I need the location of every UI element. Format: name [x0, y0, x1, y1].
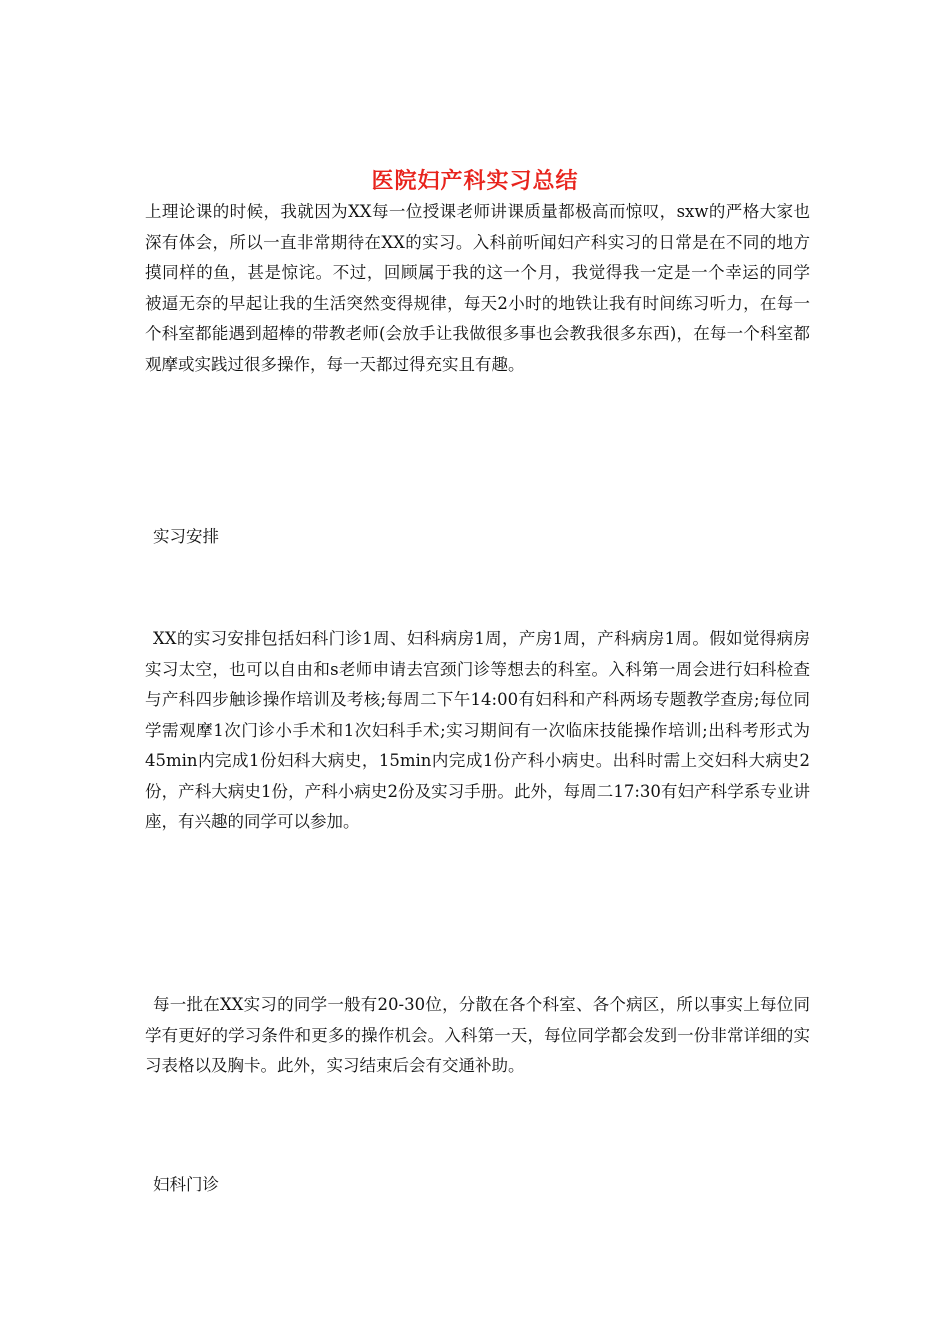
- section-heading-internship-arrangement: 实习安排: [153, 527, 219, 546]
- intro-paragraph: 上理论课的时候，我就因为XX每一位授课老师讲课质量都极高而惊叹，sxw的严格大家也深有体会，所以一直非常期待在XX的实习。入科前听闻妇产科实习的日常是在不同的地方摸同样的鱼，甚是惊诧。不过，回顾属于我的这一个月，我觉得我一定是一个幸运的同学 被逼无奈的早起让我的生活突然变得规律，每天2小时的地铁让我有时间练习听力，在每一个科室都能遇到超棒的带教老师(会放手让我做很多事也会教我很多东西)，在每一个科室都观摩或实践过很多操作，每一天都过得充实且有趣。: [145, 202, 810, 374]
- students-paragraph: 每一批在XX实习的同学一般有20-30位，分散在各个科室、各个病区，所以事实上每位同学有更好的学习条件和更多的操作机会。入科第一天，每位同学都会发到一份非常详细的实习表格以及胸卡。此外，实习结束后会有交通补助。: [145, 995, 810, 1075]
- document-title: 医院妇产科实习总结: [371, 168, 579, 194]
- section-heading-gynecology-clinic: 妇科门诊: [153, 1175, 219, 1194]
- arrangement-paragraph: XX的实习安排包括妇科门诊1周、妇科病房1周，产房1周，产科病房1周。假如觉得病房实习太空，也可以自由和s老师申请去宫颈门诊等想去的科室。入科第一周会进行妇科检查与产科四步触诊操作培训及考核;每周二下午14:00有妇科和产科两场专题教学查房;每位同学需观摩1次门诊小手术和1次妇科手术;实习期间有一次临床技能操作培训;出科考形式为45min内完成1份妇科大病史，15min内完成1份产科小病史。出科时需上交妇科大病史2份，产科大病史1份，产科小病史2份及实习手册。此外，每周二17:30有妇产科学系专业讲座，有兴趣的同学可以参加。: [145, 629, 810, 831]
